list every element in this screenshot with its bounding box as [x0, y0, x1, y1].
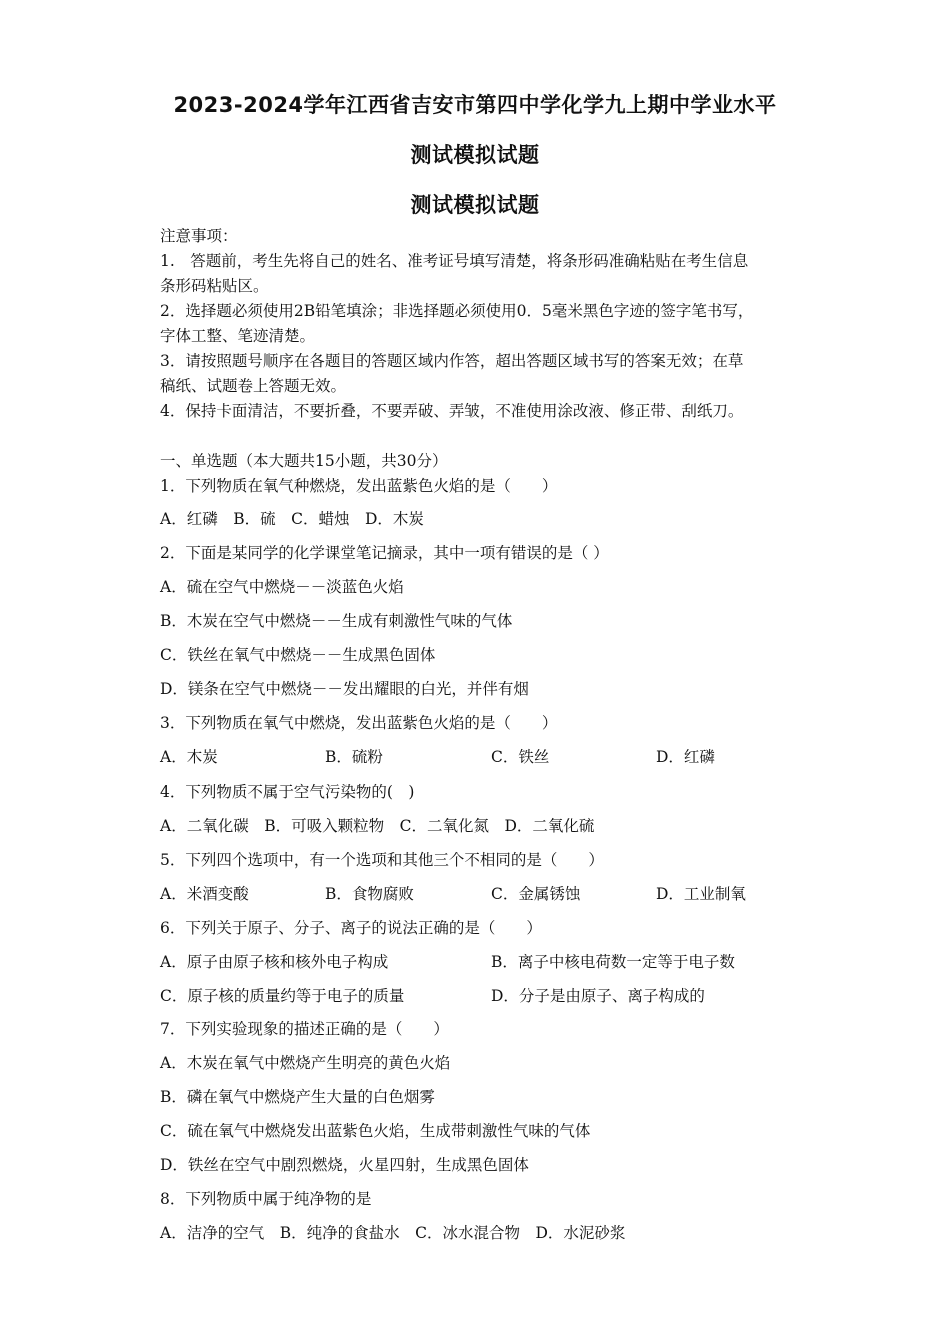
- question-7-option-b: B．磷在氧气中燃烧产生大量的白色烟雾: [160, 1088, 435, 1106]
- notice-item-3-cont: 稿纸、试题卷上答题无效。: [160, 377, 347, 395]
- question-5-option-b: B．食物腐败: [325, 885, 414, 903]
- question-2-option-d: D．镁条在空气中燃烧－－发出耀眼的白光，并伴有烟: [160, 680, 529, 698]
- notice-item-3: 3．请按照题号顺序在各题目的答题区域内作答，超出答题区域书写的答案无效；在草: [160, 352, 744, 370]
- question-3-option-b: B．硫粉: [325, 748, 383, 766]
- question-3-option-a: A．木炭: [160, 748, 218, 766]
- question-2-option-a: A．硫在空气中燃烧－－淡蓝色火焰: [160, 578, 404, 596]
- question-5-stem: 5．下列四个选项中，有一个选项和其他三个不相同的是（ ）: [160, 851, 604, 869]
- question-3-stem: 3．下列物质在氧气中燃烧，发出蓝紫色火焰的是（ ）: [160, 714, 558, 732]
- question-5-option-c: C．金属锈蚀: [491, 885, 581, 903]
- question-5-option-a: A．米酒变酸: [160, 885, 249, 903]
- notice-item-2: 2．选择题必须使用2B铅笔填涂；非选择题必须使用0．5毫米黑色字迹的签字笔书写，: [160, 302, 754, 320]
- question-6-option-b: B．离子中核电荷数一定等于电子数: [491, 953, 735, 971]
- question-2-option-b: B．木炭在空气中燃烧－－生成有刺激性气味的气体: [160, 612, 513, 630]
- question-8-options: A．洁净的空气 B．纯净的食盐水 C．冰水混合物 D．水泥砂浆: [160, 1224, 626, 1242]
- question-6-option-a: A．原子由原子核和核外电子构成: [160, 953, 389, 971]
- notice-item-2-cont: 字体工整、笔迹清楚。: [160, 327, 316, 345]
- notice-item-1: 1. 答题前，考生先将自己的姓名、准考证号填写清楚，将条形码准确粘贴在考生信息: [160, 252, 749, 270]
- question-2-option-c: C．铁丝在氧气中燃烧－－生成黑色固体: [160, 646, 436, 664]
- question-6-option-c: C．原子核的质量约等于电子的质量: [160, 987, 405, 1005]
- question-4-stem: 4．下列物质不属于空气污染物的( ): [160, 783, 415, 801]
- question-3-option-d: D．红磷: [656, 748, 715, 766]
- question-7-option-c: C．硫在氧气中燃烧发出蓝紫色火焰，生成带刺激性气味的气体: [160, 1122, 591, 1140]
- question-7-option-d: D．铁丝在空气中剧烈燃烧，火星四射，生成黑色固体: [160, 1156, 529, 1174]
- question-1-stem: 1．下列物质在氧气种燃烧，发出蓝紫色火焰的是（ ）: [160, 477, 558, 495]
- notice-heading: 注意事项：: [160, 227, 238, 245]
- question-8-stem: 8．下列物质中属于纯净物的是: [160, 1190, 372, 1208]
- exam-title-line2: 测试模拟试题: [410, 143, 540, 167]
- question-4-options: A．二氧化碳 B．可吸入颗粒物 C．二氧化氮 D．二氧化硫: [160, 817, 595, 835]
- question-3-option-c: C．铁丝: [491, 748, 550, 766]
- exam-title-line3: 测试模拟试题: [410, 193, 540, 217]
- notice-item-1-cont: 条形码粘贴区。: [160, 277, 269, 295]
- question-6-option-d: D．分子是由原子、离子构成的: [491, 987, 705, 1005]
- question-1-options: A．红磷 B．硫 C．蜡烛 D．木炭: [160, 510, 424, 528]
- exam-title-line1: 2023-2024学年江西省吉安市第四中学化学九上期中学业水平: [173, 93, 777, 117]
- section-heading: 一、单选题（本大题共15小题，共30分）: [160, 452, 448, 470]
- question-7-option-a: A．木炭在氧气中燃烧产生明亮的黄色火焰: [160, 1054, 451, 1072]
- notice-item-4: 4．保持卡面清洁，不要折叠，不要弄破、弄皱，不准使用涂改液、修正带、刮纸刀。: [160, 402, 744, 420]
- question-7-stem: 7．下列实验现象的描述正确的是（ ）: [160, 1020, 449, 1038]
- question-5-option-d: D．工业制氧: [656, 885, 746, 903]
- question-2-stem: 2．下面是某同学的化学课堂笔记摘录，其中一项有错误的是（ ）: [160, 544, 609, 562]
- question-6-stem: 6．下列关于原子、分子、离子的说法正确的是（ ）: [160, 919, 542, 937]
